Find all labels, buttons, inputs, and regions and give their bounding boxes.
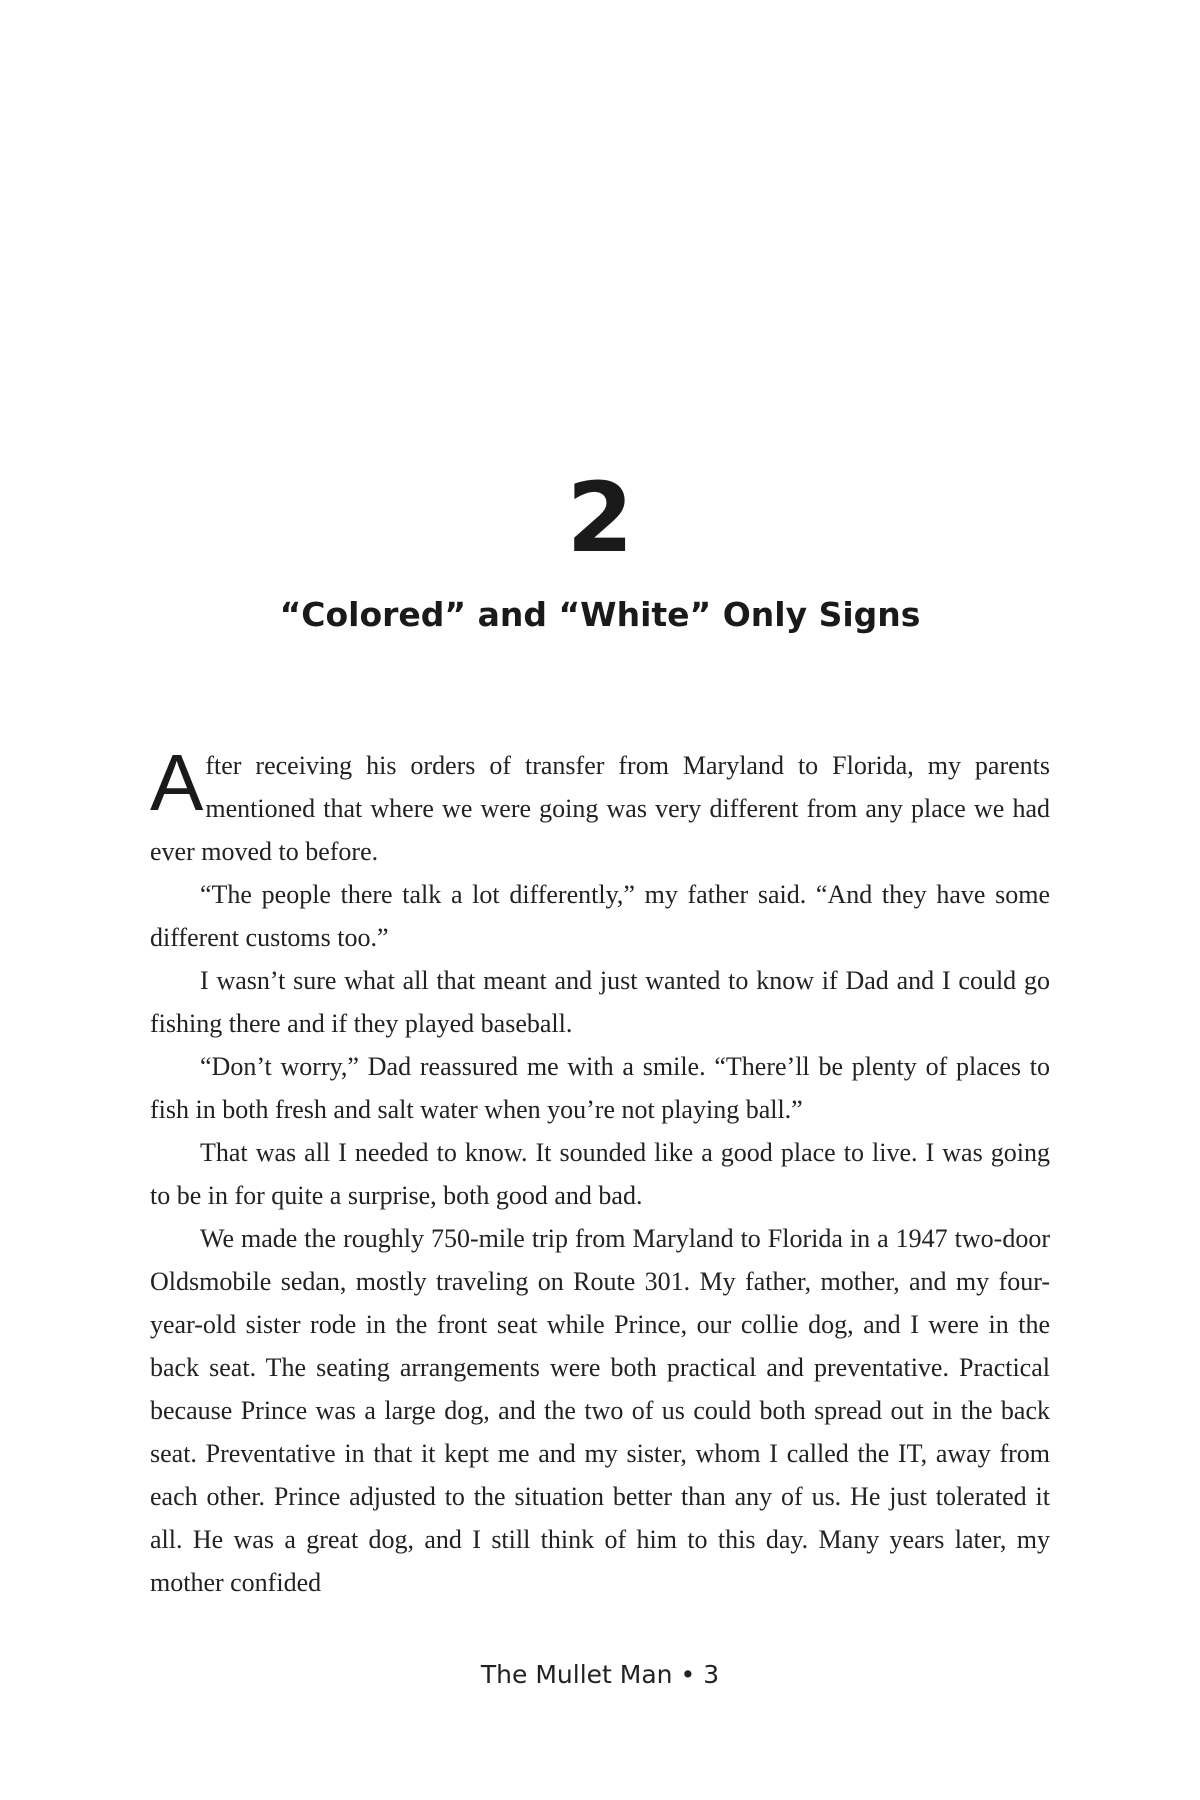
- page-footer: [0, 1660, 1200, 1689]
- paragraph-1-text: fter receiving his orders of transfer from Maryland to Florida, my parents mentioned that where we were going was very different from any place we had ever moved to before.: [150, 751, 1050, 866]
- footer-separator: •: [680, 1660, 696, 1689]
- paragraph-4: “Don’t worry,” Dad reassured me with a smile. “There’ll be plenty of places to fish in both fresh and salt water when you’re not playing ball.”: [150, 1052, 1050, 1124]
- page-number: 3: [703, 1660, 720, 1689]
- chapter-title: “Colored” and “White” Only Signs: [279, 595, 921, 634]
- paragraph-3: I wasn’t sure what all that meant and just wanted to know if Dad and I could go fishing there and if they played baseball.: [150, 966, 1050, 1038]
- paragraph-2: “The people there talk a lot differently,” my father said. “And they have some different customs too.”: [150, 880, 1050, 952]
- drop-cap: A: [150, 738, 204, 827]
- chapter-number: 2: [566, 462, 634, 574]
- paragraph-1: [150, 738, 1050, 873]
- paragraph-5: That was all I needed to know. It sounded like a good place to live. I was going to be in for quite a surprise, both good and bad.: [150, 1138, 1050, 1210]
- paragraph-6: We made the roughly 750-mile trip from Maryland to Florida in a 1947 two-door Oldsmobile sedan, mostly traveling on Route 301. My father, mother, and my four-year-old sister rode in the front seat while Prince, our collie dog, and I were in the back seat. The seating arrangements were both practical and preventative. Practical because Prince was a large dog, and the two of us could both spread out in the back seat. Preventative in that it kept me and my sister, whom I called the IT, away from each other. Prince adjusted to the situation better than any of us. He just tolerated it all. He was a great dog, and I still think of him to this day. Many years later, my mother confided: [150, 1224, 1050, 1597]
- chapter-body: [150, 738, 1050, 1604]
- running-title: The Mullet Man: [480, 1660, 673, 1689]
